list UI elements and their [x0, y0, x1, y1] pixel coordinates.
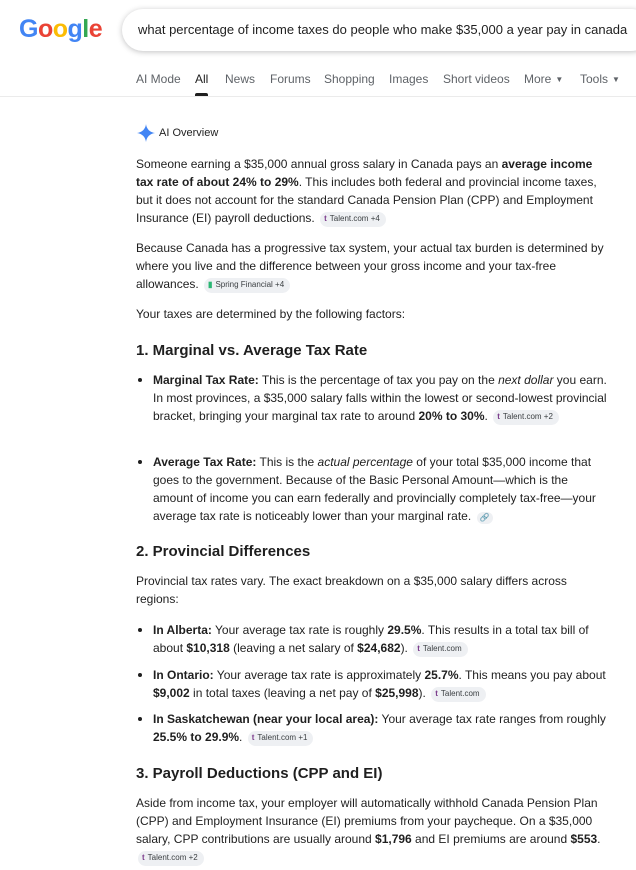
overview-paragraph-2	[136, 239, 606, 293]
value: $553	[570, 832, 598, 846]
text: .	[484, 409, 488, 423]
active-tab-indicator	[195, 93, 208, 96]
text: .	[597, 832, 601, 846]
emphasis: actual percentage	[317, 455, 413, 469]
source-chip[interactable]	[138, 851, 204, 866]
chevron-down-icon: ▼	[612, 75, 620, 84]
highlight: average income tax rate of about 24% to 29%	[136, 157, 593, 189]
bullet-dot	[138, 460, 142, 464]
tab-tools[interactable]	[580, 72, 620, 86]
text: Your average tax rate ranges from roughly	[378, 712, 606, 726]
bullet-dot	[138, 628, 142, 632]
source-chip[interactable]	[413, 642, 467, 657]
source-chip-label: Talent.com	[422, 644, 462, 653]
text: . This results in a total tax bill of about	[153, 623, 589, 655]
item-label: Average Tax Rate:	[153, 455, 257, 469]
value: $25,998	[375, 686, 419, 700]
talent-icon: t	[251, 733, 255, 742]
emphasis: next dollar	[498, 373, 554, 387]
overview-paragraph-1	[136, 155, 606, 227]
source-chip[interactable]	[320, 212, 386, 227]
list-item	[153, 621, 609, 657]
text: Your average tax rate is roughly	[211, 623, 388, 637]
talent-icon: t	[324, 214, 327, 223]
highlight: 20% to 30%	[418, 409, 485, 423]
tab-news[interactable]: News	[225, 72, 256, 86]
sparkle-icon	[137, 124, 155, 142]
section-heading-2: 2. Provincial Differences	[136, 543, 311, 560]
source-chip-label: Talent.com +2	[502, 412, 553, 421]
section-heading-3: 3. Payroll Deductions (CPP and EI)	[136, 765, 383, 782]
value: 29.5%	[387, 623, 422, 637]
text: of your total $35,000 income that goes to the government. Because of the Basic Personal Amount—which is the amount of income you can earn federally and provincially completely tax-free—your average tax rate is noticeably lower than your marginal rate.	[153, 455, 596, 523]
tab-all[interactable]: All	[195, 72, 209, 86]
link-icon[interactable]: 🔗	[477, 512, 493, 524]
tab-images[interactable]: Images	[389, 72, 429, 86]
spring-financial-icon: ▮	[208, 280, 213, 289]
section-heading-1: 1. Marginal vs. Average Tax Rate	[136, 342, 368, 359]
source-chip-label: Talent.com	[440, 689, 480, 698]
item-label: In Saskatchewan (near your local area):	[153, 712, 379, 726]
search-box[interactable]	[122, 9, 636, 51]
source-chip[interactable]	[204, 278, 290, 293]
ai-overview-label: AI Overview	[159, 127, 219, 139]
bullet-dot	[138, 673, 142, 677]
text: This is the percentage of tax you pay on the	[258, 373, 499, 387]
tab-forums[interactable]: Forums	[270, 72, 311, 86]
talent-icon: t	[142, 853, 145, 862]
section-paragraph	[136, 794, 606, 866]
value: 25.5% to 29.9%	[153, 730, 240, 744]
text: .	[239, 730, 243, 744]
talent-icon: t	[435, 689, 438, 698]
bullet-dot	[138, 378, 142, 382]
text: Aside from income tax, your employer will automatically withhold Canada Pension Plan (CPP) and Employment Insurance (EI) premiums from your paycheque. On a $35,000 salary, CPP contributions are usually around	[136, 796, 598, 846]
overview-paragraph-3: Your taxes are determined by the following factors:	[136, 307, 406, 321]
source-chip-label: Talent.com +2	[147, 853, 198, 862]
text: (leaving a net salary of	[229, 641, 358, 655]
tab-short-videos[interactable]: Short videos	[443, 72, 510, 86]
value: $10,318	[186, 641, 230, 655]
source-chip-label: Talent.com +1	[257, 733, 308, 742]
bullet-dot	[138, 717, 142, 721]
item-label: In Alberta:	[153, 623, 212, 637]
text: Your average tax rate is approximately	[213, 668, 425, 682]
search-tabs	[0, 64, 636, 97]
section-intro: Provincial tax rates vary. The exact breakdown on a $35,000 salary differs across regions:	[136, 574, 567, 606]
text: Someone earning a $35,000 annual gross salary in Canada pays an	[136, 157, 502, 171]
list-item	[153, 453, 609, 525]
source-chip-label: Spring Financial +4	[215, 280, 285, 289]
item-label: In Ontario:	[153, 668, 214, 682]
value: 25.7%	[424, 668, 459, 682]
tab-shopping[interactable]: Shopping	[324, 72, 375, 86]
list-item	[153, 371, 609, 425]
search-input[interactable]: what percentage of income taxes do people who make $35,000 a year pay in canada	[138, 22, 628, 37]
source-chip[interactable]	[248, 731, 314, 746]
text: . This means you pay about	[458, 668, 606, 682]
list-item	[153, 666, 609, 702]
chevron-down-icon: ▼	[555, 75, 564, 84]
text: in total taxes (leaving a net pay of	[189, 686, 376, 700]
text: . This includes both federal and provincial income taxes, but it does not account for the standard Canada Pension Plan (CPP) and Employment Insurance (EI) payroll deductions.	[136, 175, 597, 225]
source-chip[interactable]	[493, 410, 559, 425]
source-chip-label: Talent.com +4	[329, 214, 380, 223]
source-chip[interactable]	[431, 687, 485, 702]
text: Because Canada has a progressive tax system, your actual tax burden is determined by where you live and the difference between your gross income and your tax-free allowances.	[136, 241, 604, 291]
value: $9,002	[153, 686, 190, 700]
talent-icon: t	[417, 644, 420, 653]
tab-tools-label: Tools	[580, 72, 609, 86]
text: and EI premiums are around	[411, 832, 571, 846]
text: ).	[418, 686, 426, 700]
tab-more[interactable]	[524, 72, 563, 86]
tab-ai-mode[interactable]: AI Mode	[136, 72, 181, 86]
item-label: Marginal Tax Rate:	[153, 373, 259, 387]
value: $1,796	[375, 832, 412, 846]
tab-more-label: More	[524, 72, 552, 86]
text: This is the	[256, 455, 318, 469]
list-item	[153, 710, 609, 746]
text: ).	[400, 641, 408, 655]
google-logo[interactable]: Google	[19, 15, 103, 43]
value: $24,682	[357, 641, 401, 655]
text: you earn. In most provinces, a $35,000 salary falls within the lowest or second-lowest provincial bracket, bringing your marginal tax rate to around	[153, 373, 607, 423]
talent-icon: t	[497, 412, 500, 421]
